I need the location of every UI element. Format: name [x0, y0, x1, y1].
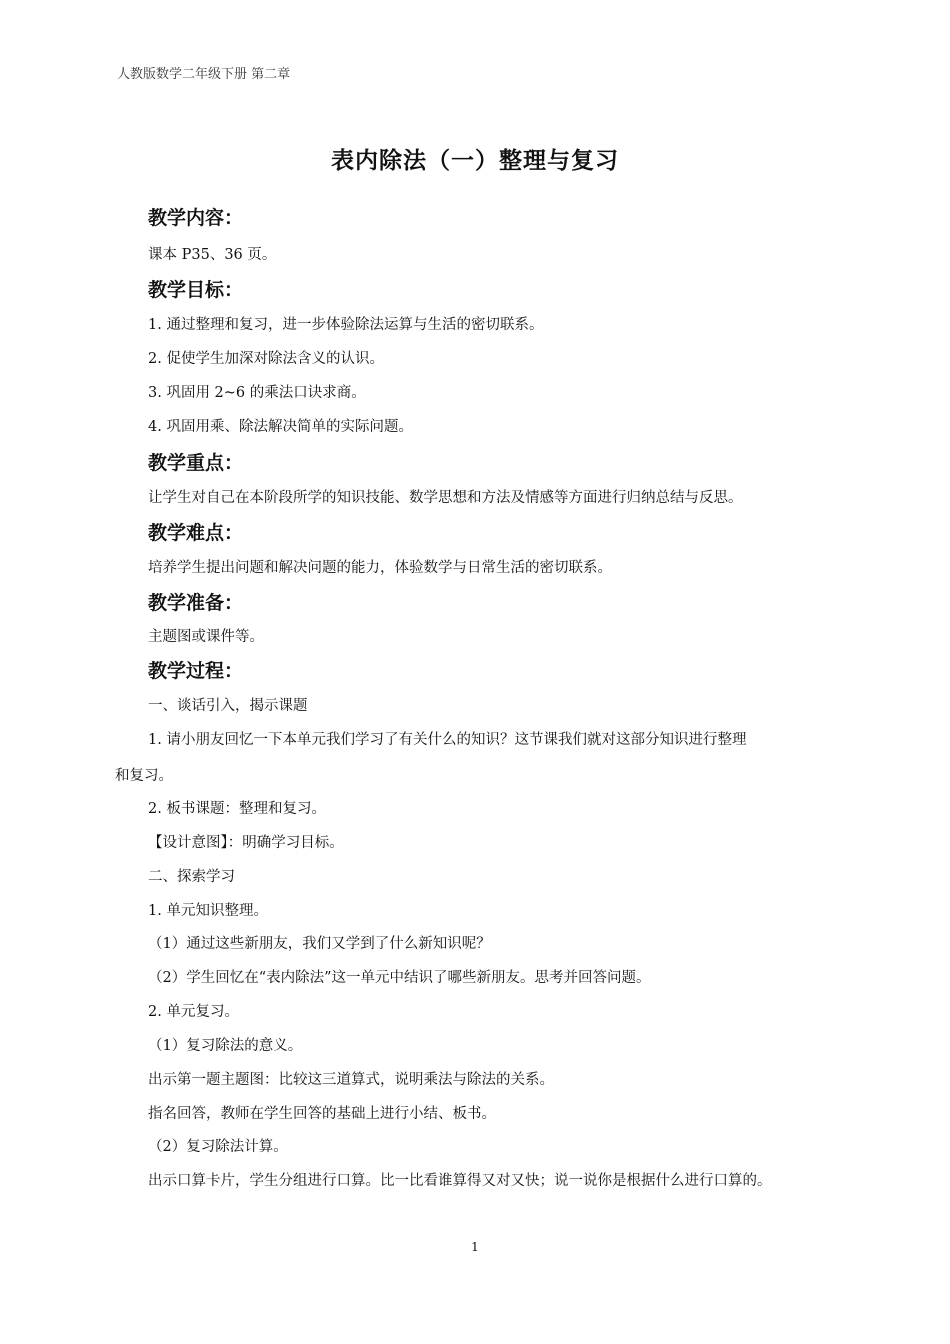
process-line: 指名回答，教师在学生回答的基础上进行小结、板书。 — [148, 1106, 496, 1122]
goal-item: 4. 巩固用乘、除法解决简单的实际问题。 — [148, 419, 413, 435]
process-line: 2. 单元复习。 — [148, 1004, 239, 1020]
process-line: （1）复习除法的意义。 — [148, 1038, 303, 1054]
process-line: （1）通过这些新朋友，我们又学到了什么新知识呢？ — [148, 936, 491, 952]
prep-text: 主题图或课件等。 — [148, 629, 264, 645]
process-line: （2）复习除法计算。 — [148, 1139, 288, 1155]
heading-difficulty: 教学难点： — [148, 522, 244, 544]
process-line: 1. 单元知识整理。 — [148, 903, 268, 919]
page-header: 人教版数学二年级下册 第二章 — [117, 67, 291, 82]
process-line: 2. 板书课题：整理和复习。 — [148, 801, 326, 817]
process-line: 出示口算卡片，学生分组进行口算。比一比看谁算得又对又快；说一说你是根据什么进行口算的。 — [148, 1173, 772, 1189]
content-text: 课本 P35、36 页。 — [148, 247, 277, 263]
process-line: 【设计意图】：明确学习目标。 — [148, 835, 344, 851]
goal-item: 3. 巩固用 2~6 的乘法口诀求商。 — [148, 385, 366, 401]
process-line: 1. 请小朋友回忆一下本单元我们学习了有关什么的知识？这节课我们就对这部分知识进行整理 — [148, 732, 747, 748]
page-number: 1 — [471, 1240, 479, 1254]
goal-item: 2. 促使学生加深对除法含义的认识。 — [148, 351, 384, 367]
heading-goals: 教学目标： — [148, 279, 244, 301]
process-line: 出示第一题主题图：比较这三道算式，说明乘法与除法的关系。 — [148, 1072, 554, 1088]
goal-item: 1. 通过整理和复习，进一步体验除法运算与生活的密切联系。 — [148, 317, 544, 333]
heading-process: 教学过程： — [148, 660, 244, 682]
process-line: （2）学生回忆在“表内除法”这一单元中结识了哪些新朋友。思考并回答问题。 — [148, 970, 651, 986]
process-line: 二、探索学习 — [148, 869, 235, 885]
process-line: 一、谈话引入，揭示课题 — [148, 698, 308, 714]
heading-key: 教学重点： — [148, 452, 244, 474]
difficulty-text: 培养学生提出问题和解决问题的能力，体验数学与日常生活的密切联系。 — [148, 560, 612, 576]
heading-content: 教学内容： — [148, 207, 244, 229]
key-text: 让学生对自己在本阶段所学的知识技能、数学思想和方法及情感等方面进行归纳总结与反思。 — [148, 490, 743, 506]
document-title: 表内除法（一）整理与复习 — [331, 148, 619, 174]
process-line: 和复习。 — [115, 768, 173, 784]
heading-prep: 教学准备： — [148, 592, 244, 614]
